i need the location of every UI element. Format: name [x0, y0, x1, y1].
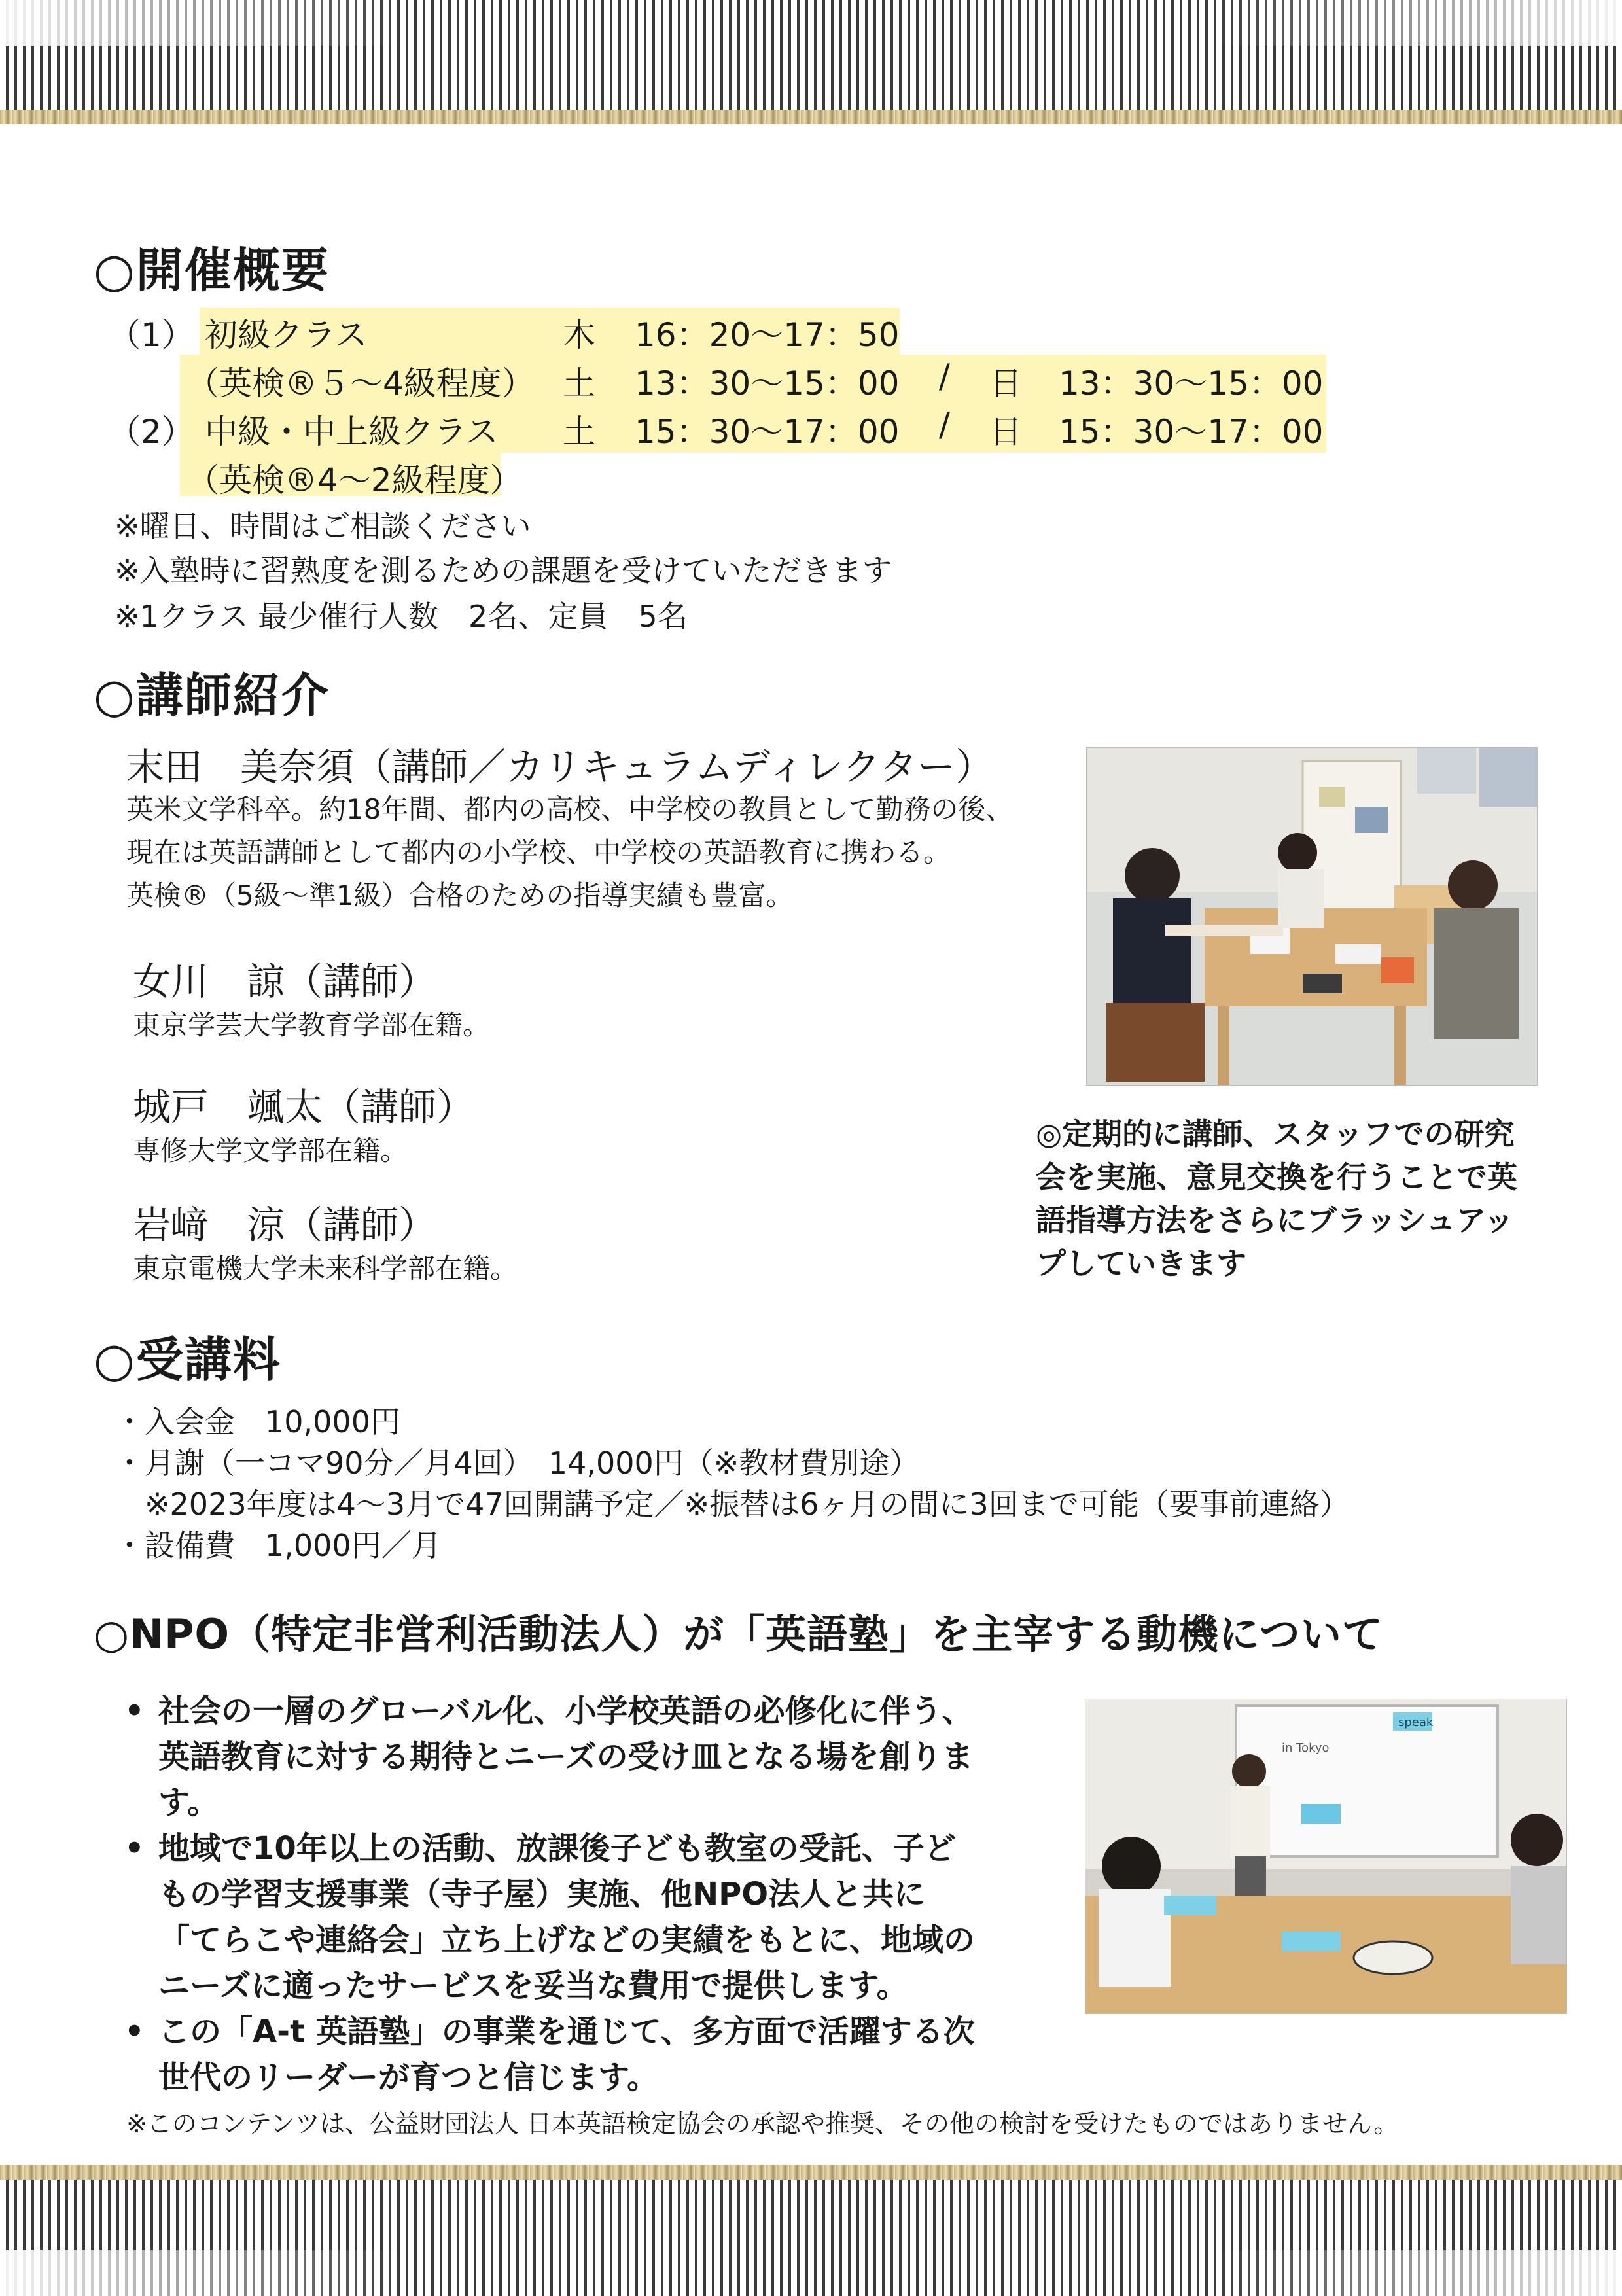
fee-line-1: ・入会金 10,000円 — [115, 1404, 400, 1439]
row-2-class: （英検®５～4級程度） — [186, 364, 535, 402]
fee-line-2: ・月謝（一コマ90分／月4回） 14,000円（※教材費別途） — [115, 1445, 920, 1481]
row-2-day2: 日 — [989, 364, 1022, 402]
instructor-caption — [1036, 1112, 1517, 1285]
instructor-4-desc: 東京電機大学未来科学部在籍。 — [133, 1252, 518, 1284]
row-2-time1: 13：30～15：00 — [635, 364, 900, 402]
meeting-scene-illustration — [1087, 748, 1537, 1085]
npo-bullet-2-line-1: 地域で10年以上の活動、放課後子ども教室の受託、子ど — [158, 1830, 956, 1867]
npo-bullet-3 — [124, 2009, 975, 2100]
fees-heading: ○受講料 — [94, 1332, 281, 1387]
npo-bullet-1-line-2: 英語教育に対する期待とニーズの受け皿となる場を創りま — [158, 1739, 974, 1775]
instructor-1-desc-1: 英米文学科卒。約18年間、都内の高校、中学校の教員として勤務の後、 — [126, 793, 1014, 825]
instructor-4-name: 岩﨑 涼（講師） — [133, 1203, 437, 1247]
caption-line-4: プしていきます — [1036, 1246, 1246, 1281]
row-2-separator: / — [939, 357, 950, 395]
npo-bullet-2-line-3: 「てらこや連絡会」立ち上げなどの実績をもとに、地域の — [158, 1922, 976, 1958]
overview-note-3: ※1クラス 最少催行人数 2名、定員 5名 — [115, 599, 688, 634]
instructor-1-desc-3: 英検®（5級～準1級）合格のための指導実績も豊富。 — [126, 879, 794, 911]
row-3-class: 中級・中上級クラス — [205, 413, 499, 451]
disclaimer: ※このコンテンツは、公益財団法人 日本英語検定協会の承認や推奨、その他の検討を受けたものではありません。 — [126, 2110, 1399, 2138]
npo-bullet-1-line-1: 社会の一層のグローバル化、小学校英語の必修化に伴う、 — [158, 1693, 974, 1729]
overview-note-2: ※入塾時に習熟度を測るための課題を受けていただきます — [115, 553, 892, 588]
instructors-heading: ○講師紹介 — [94, 668, 330, 723]
whiteboard-word: speak — [1398, 1716, 1434, 1729]
overview-heading: ○開催概要 — [94, 243, 330, 298]
caption-line-2: 会を実施、意見交換を行うことで英 — [1036, 1159, 1517, 1195]
bullet-dot-icon: • — [124, 1830, 145, 1867]
npo-bullets — [124, 1688, 975, 2100]
caption-line-1: ◎定期的に講師、スタッフでの研究 — [1036, 1116, 1515, 1152]
row-3-num: （2） — [108, 413, 194, 451]
row-3-day2: 日 — [989, 413, 1022, 451]
fee-line-4: ・設備費 1,000円／月 — [115, 1528, 442, 1563]
whiteboard-text: in Tokyo — [1282, 1741, 1330, 1755]
instructor-3-name: 城戸 颯太（講師） — [133, 1085, 475, 1129]
overview-note-1: ※曜日、時間はご相談ください — [115, 508, 531, 544]
npo-bullet-3-line-2: 世代のリーダーが育つと信じます。 — [158, 2059, 659, 2096]
instructor-2-name: 女川 諒（講師） — [133, 959, 437, 1004]
npo-bullet-1 — [124, 1688, 975, 1826]
row-3-separator: / — [939, 406, 950, 444]
bottom-border-decoration — [0, 2165, 1622, 2296]
npo-bullet-2-line-4: ニーズに適ったサービスを妥当な費用で提供します。 — [158, 1968, 908, 2004]
row-1-num: （1） — [108, 316, 194, 354]
classroom-photo — [1085, 1699, 1567, 2014]
row-3-time2: 15：30～17：00 — [1059, 413, 1324, 451]
bullet-dot-icon: • — [124, 2013, 145, 2050]
row-3-time1: 15：30～17：00 — [635, 413, 900, 451]
instructor-2-desc: 東京学芸大学教育学部在籍。 — [133, 1009, 491, 1041]
classroom-scene-illustration — [1085, 1699, 1566, 2013]
instructor-1-name: 末田 美奈須（講師／カリキュラムディレクター） — [126, 745, 994, 789]
row-4-class: （英検®4～2級程度） — [186, 461, 523, 499]
npo-bullet-1-line-3: す。 — [158, 1784, 219, 1821]
row-1-day: 木 — [563, 316, 595, 354]
instructor-meeting-photo — [1086, 747, 1538, 1086]
row-2-time2: 13：30～15：00 — [1059, 364, 1324, 402]
npo-heading: ○NPO（特定非営利活動法人）が「英語塾」を主宰する動機について — [94, 1610, 1383, 1658]
npo-bullet-2-line-2: もの学習支援事業（寺子屋）実施、他NPO法人と共に — [158, 1876, 926, 1913]
row-1-class: 初級クラス — [205, 316, 368, 354]
bullet-dot-icon: • — [124, 1693, 145, 1729]
row-3-day1: 土 — [563, 413, 595, 451]
fee-line-3: ※2023年度は4～3月で47回開講予定／※振替は6ヶ月の間に3回まで可能（要事前連絡） — [115, 1487, 1350, 1522]
row-2-day1: 土 — [563, 364, 595, 402]
caption-line-3: 語指導方法をさらにブラッシュアッ — [1036, 1203, 1514, 1238]
npo-bullet-3-line-1: この「A-t 英語塾」の事業を通じて、多方面で活躍する次 — [158, 2013, 975, 2050]
npo-bullet-2 — [124, 1826, 975, 2009]
instructor-3-desc: 専修大学文学部在籍。 — [133, 1135, 408, 1167]
top-border-decoration — [0, 0, 1622, 124]
instructor-1-desc-2: 現在は英語講師として都内の小学校、中学校の英語教育に携わる。 — [126, 836, 951, 868]
row-1-time: 16：20～17：50 — [635, 316, 900, 354]
